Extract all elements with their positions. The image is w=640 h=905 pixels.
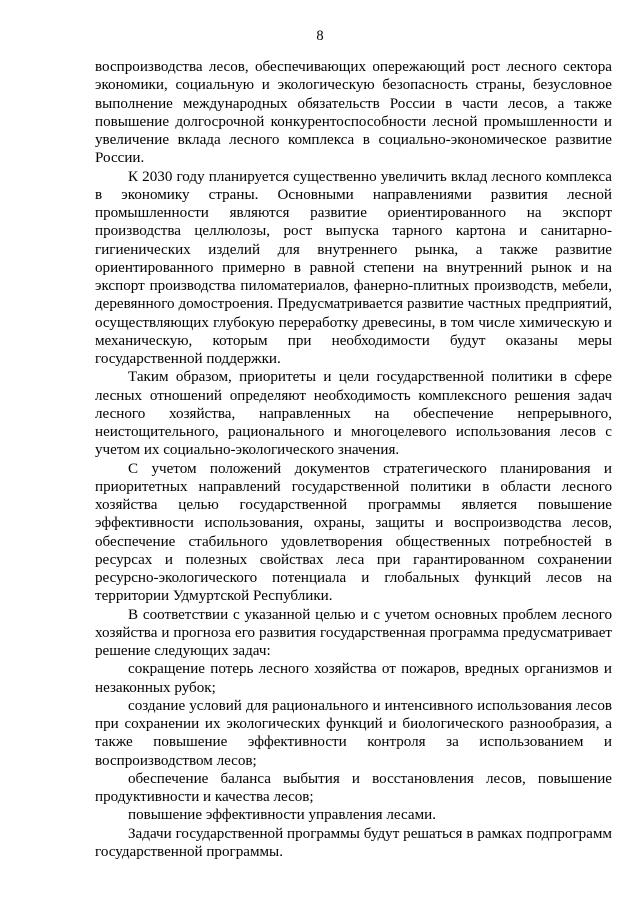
paragraph-priorities: Таким образом, приоритеты и цели государственной политики в сфере лесных отношений определяют необходимость комплексного решения задач лесного хозяйства, направленных на обеспечение непрерывного, неистощительного, рационального и многоцелевого использования лесов с учетом их социально-экологического значения. xyxy=(95,369,612,459)
task-item-management: повышение эффективности управления лесами. xyxy=(128,807,436,824)
paragraph-subprograms: Задачи государственной программы будут решаться в рамках подпрограмм государственной программы. xyxy=(95,825,612,860)
paragraph-continuation: воспроизводства лесов, обеспечивающих опережающий рост лесного сектора экономики, социальную и экологическую безопасность страны, безусловное выполнение международных обязательств России в части лесов, а также повышение долгосрочной конкурентоспособности лесной промышленности и увеличение вклада лесного комплекса в социально-экономическое развитие России. xyxy=(95,59,612,167)
document-body xyxy=(95,58,612,861)
task-item-balance: обеспечение баланса выбытия и восстановления лесов, повышение продуктивности и качества лесов; xyxy=(95,770,612,805)
page-number: 8 xyxy=(316,28,324,44)
task-item-losses: сокращение потерь лесного хозяйства от пожаров, вредных организмов и незаконных рубок; xyxy=(95,661,612,696)
paragraph-2030-plans: К 2030 году планируется существенно увеличить вклад лесного комплекса в экономику страны. Основными направлениями развития лесной промышленности являются развитие ориентированного на экспорт производства целлюлозы, рост выпуска тарного картона и санитарно-гигиенических изделий для внутреннего рынка, а также развитие ориентированного примерно в равной степени на внутренний рынок и на экспорт производства пиломатериалов, фанерно-плитных производств, мебели, деревянного домостроения. Предусматривается развитие частных предприятий, осуществляющих глубокую переработку древесины, в том числе химическую и механическую, которым при необходимости будут оказаны меры государственной поддержки. xyxy=(95,168,612,367)
paragraph-tasks-intro: В соответствии с указанной целью и с учетом основных проблем лесного хозяйства и прогноза его развития государственная программа предусматривает решение следующих задач: xyxy=(95,606,612,659)
paragraph-program-goal: С учетом положений документов стратегического планирования и приоритетных направлений государственной политики в области лесного хозяйства целью государственной программы является повышение эффективности использования, охраны, защиты и воспроизводства лесов, обеспечение стабильного удовлетворения общественных потребностей в ресурсах и полезных свойствах леса при гарантированном сохранении ресурсно-экологического потенциала и глобальных функций лесов на территории Удмуртской Республики. xyxy=(95,460,612,605)
task-item-usage-conditions: создание условий для рационального и интенсивного использования лесов при сохранении их экологических функций и биологического разнообразия, а также повышение эффективности контроля за использованием и воспроизводством лесов; xyxy=(95,697,612,769)
